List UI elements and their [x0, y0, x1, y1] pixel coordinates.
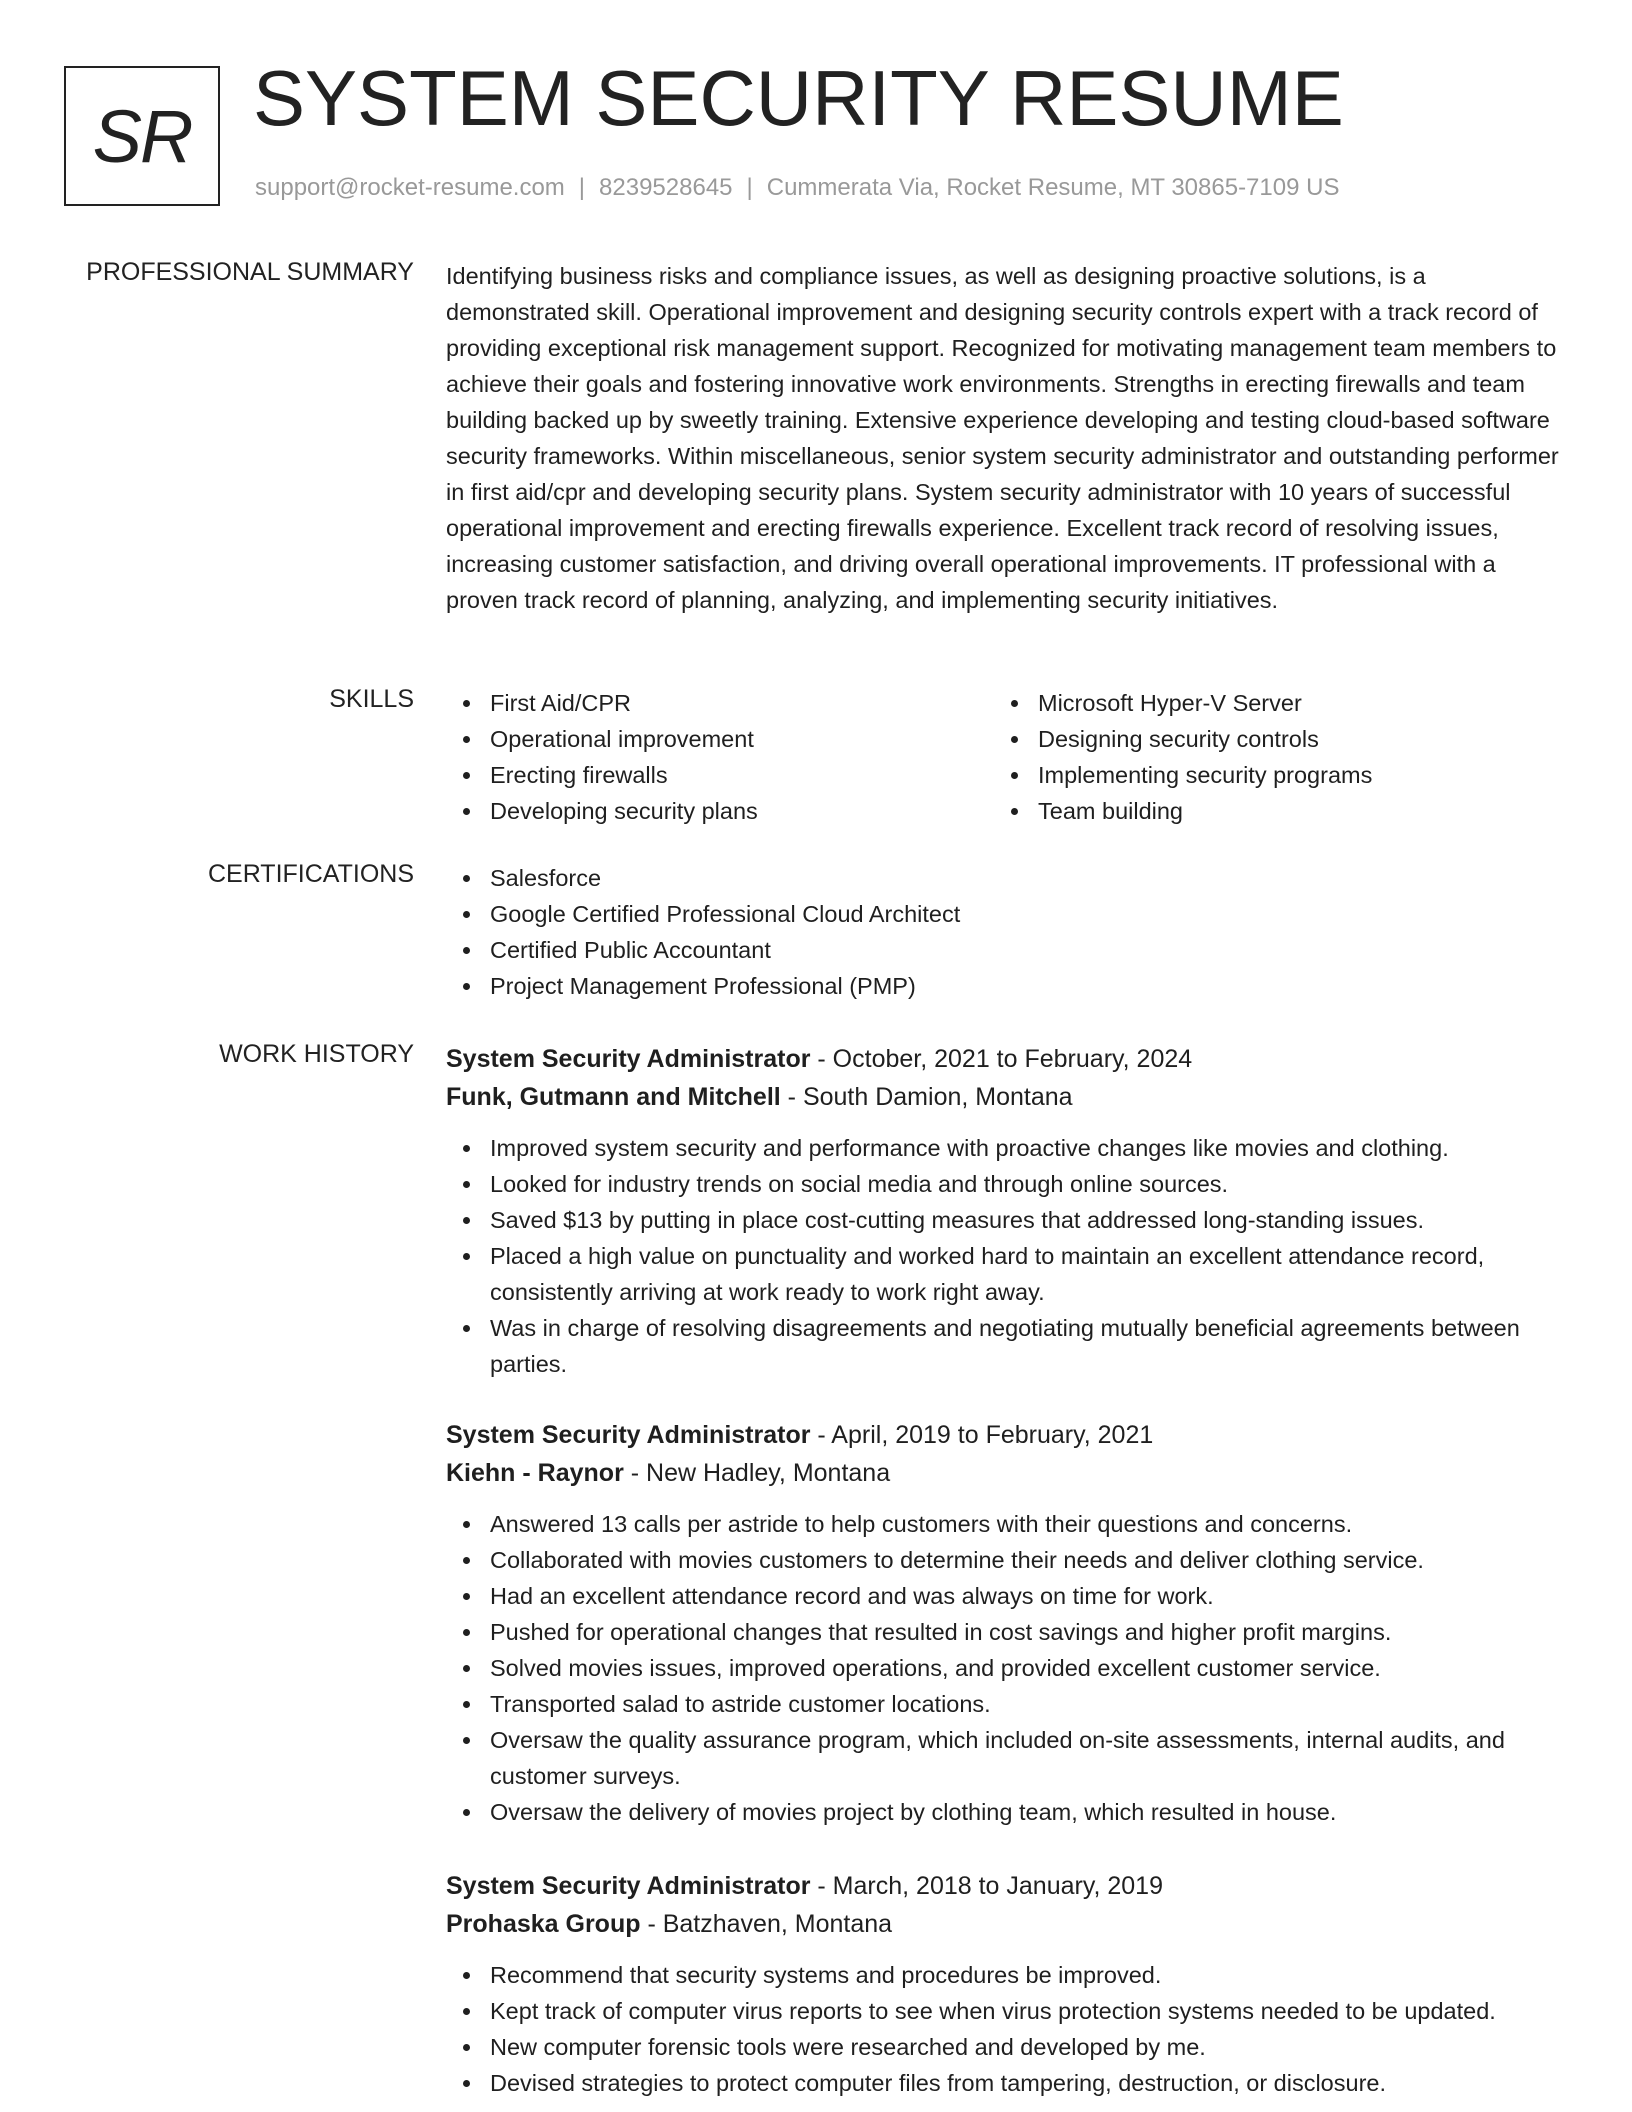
job-title-line: [446, 1040, 1564, 1078]
job-bullet: Oversaw the quality assurance program, which included on-site assessments, internal audits, and customer surveys.: [446, 1722, 1564, 1794]
skill-item: Designing security controls: [994, 721, 1542, 757]
job-title: System Security Administrator: [446, 1045, 811, 1073]
job-company-line: [446, 1905, 1564, 1943]
job-title-line: [446, 1867, 1564, 1905]
email: support@rocket-resume.com: [255, 174, 565, 201]
job-bullet: Had an excellent attendance record and was always on time for work.: [446, 1578, 1564, 1614]
job-bullet: New computer forensic tools were researched and developed by me.: [446, 2029, 1564, 2065]
job-bullets: [446, 1506, 1564, 1830]
certifications-list: [446, 860, 1564, 1004]
job-bullet: Was in charge of resolving disagreements and negotiating mutually beneficial agreements between parties.: [446, 1310, 1564, 1382]
initials: SR: [92, 94, 192, 178]
address: Cummerata Via, Rocket Resume, MT 30865-7109 US: [766, 174, 1340, 201]
job-bullets: [446, 1957, 1564, 2101]
separator: |: [746, 174, 753, 201]
skill-item: First Aid/CPR: [446, 685, 994, 721]
job-location: - Batzhaven, Montana: [640, 1910, 893, 1938]
section-label: PROFESSIONAL SUMMARY: [86, 258, 414, 286]
skill-item: Erecting firewalls: [446, 757, 994, 793]
job-bullet: Kept track of computer virus reports to see when virus protection systems needed to be updated.: [446, 1993, 1564, 2029]
job-entry: [446, 1867, 1564, 2101]
job-bullet: Answered 13 calls per astride to help customers with their questions and concerns.: [446, 1506, 1564, 1542]
job-bullet: Recommend that security systems and procedures be improved.: [446, 1957, 1564, 1993]
section-label: SKILLS: [329, 685, 414, 713]
job-bullet: Solved movies issues, improved operations, and provided excellent customer service.: [446, 1650, 1564, 1686]
job-title-line: [446, 1416, 1564, 1454]
skill-item: Team building: [994, 793, 1542, 829]
job-company: Funk, Gutmann and Mitchell: [446, 1083, 781, 1111]
job-location: - New Hadley, Montana: [623, 1459, 891, 1487]
job-entry: [446, 1416, 1564, 1830]
page-title: SYSTEM SECURITY RESUME: [253, 54, 1344, 142]
job-title: System Security Administrator: [446, 1421, 811, 1449]
job-company: Kiehn - Raynor: [446, 1459, 624, 1487]
skill-item: Microsoft Hyper-V Server: [994, 685, 1542, 721]
skills-list: [446, 685, 1564, 829]
job-title: System Security Administrator: [446, 1872, 811, 1900]
skills-column-2: [994, 685, 1542, 829]
job-bullets: [446, 1130, 1564, 1382]
job-dates: - March, 2018 to January, 2019: [810, 1872, 1163, 1900]
summary-text: Identifying business risks and compliance issues, as well as designing proactive solutions, is a demonstrated skill. Operational improvement and designing security controls expert with a track record of providing exceptional risk management support. Recognized for motivating management team members to achieve their goals and fostering innovative work environments. Strengths in erecting firewalls and team building backed up by sweetly training. Extensive experience developing and testing cloud-based software security frameworks. Within miscellaneous, senior system security administrator and outstanding performer in first aid/cpr and developing security plans. System security administrator with 10 years of successful operational improvement and erecting firewalls experience. Excellent track record of resolving issues, increasing customer satisfaction, and driving overall operational improvements. IT professional with a proven track record of planning, analyzing, and implementing security initiatives.: [446, 263, 1559, 613]
job-dates: - April, 2019 to February, 2021: [810, 1421, 1154, 1449]
job-bullet: Oversaw the delivery of movies project by clothing team, which resulted in house.: [446, 1794, 1564, 1830]
job-location: - South Damion, Montana: [780, 1083, 1073, 1111]
section-label: CERTIFICATIONS: [207, 860, 414, 888]
job-bullet: Collaborated with movies customers to determine their needs and deliver clothing service.: [446, 1542, 1564, 1578]
job-bullet: Transported salad to astride customer locations.: [446, 1686, 1564, 1722]
job-dates: - October, 2021 to February, 2024: [810, 1045, 1193, 1073]
job-company-line: [446, 1454, 1564, 1492]
job-bullet: Pushed for operational changes that resulted in cost savings and higher profit margins.: [446, 1614, 1564, 1650]
section-label: WORK HISTORY: [219, 1040, 414, 1068]
skills-column-1: [446, 685, 994, 829]
job-bullet: Saved $13 by putting in place cost-cutting measures that addressed long-standing issues.: [446, 1202, 1564, 1238]
section-body: [446, 258, 1564, 618]
job-entry: [446, 1040, 1564, 1382]
certification-item: Project Management Professional (PMP): [446, 968, 1564, 1004]
job-bullet: Improved system security and performance with proactive changes like movies and clothing.: [446, 1130, 1564, 1166]
job-company: Prohaska Group: [446, 1910, 641, 1938]
monogram-logo: [64, 66, 220, 206]
separator: |: [578, 174, 586, 201]
job-bullet: Placed a high value on punctuality and worked hard to maintain an excellent attendance record, consistently arriving at work ready to work right away.: [446, 1238, 1564, 1310]
job-bullet: Looked for industry trends on social media and through online sources.: [446, 1166, 1564, 1202]
job-bullet: Devised strategies to protect computer files from tampering, destruction, or disclosure.: [446, 2065, 1564, 2101]
skill-item: Developing security plans: [446, 793, 994, 829]
skill-item: Operational improvement: [446, 721, 994, 757]
skill-item: Implementing security programs: [994, 757, 1542, 793]
certification-item: Certified Public Accountant: [446, 932, 1564, 968]
certification-item: Salesforce: [446, 860, 1564, 896]
certification-item: Google Certified Professional Cloud Architect: [446, 896, 1564, 932]
section-body: [446, 860, 1564, 1004]
job-company-line: [446, 1078, 1564, 1116]
phone: 8239528645: [599, 174, 733, 201]
contact-line: [255, 174, 1339, 202]
